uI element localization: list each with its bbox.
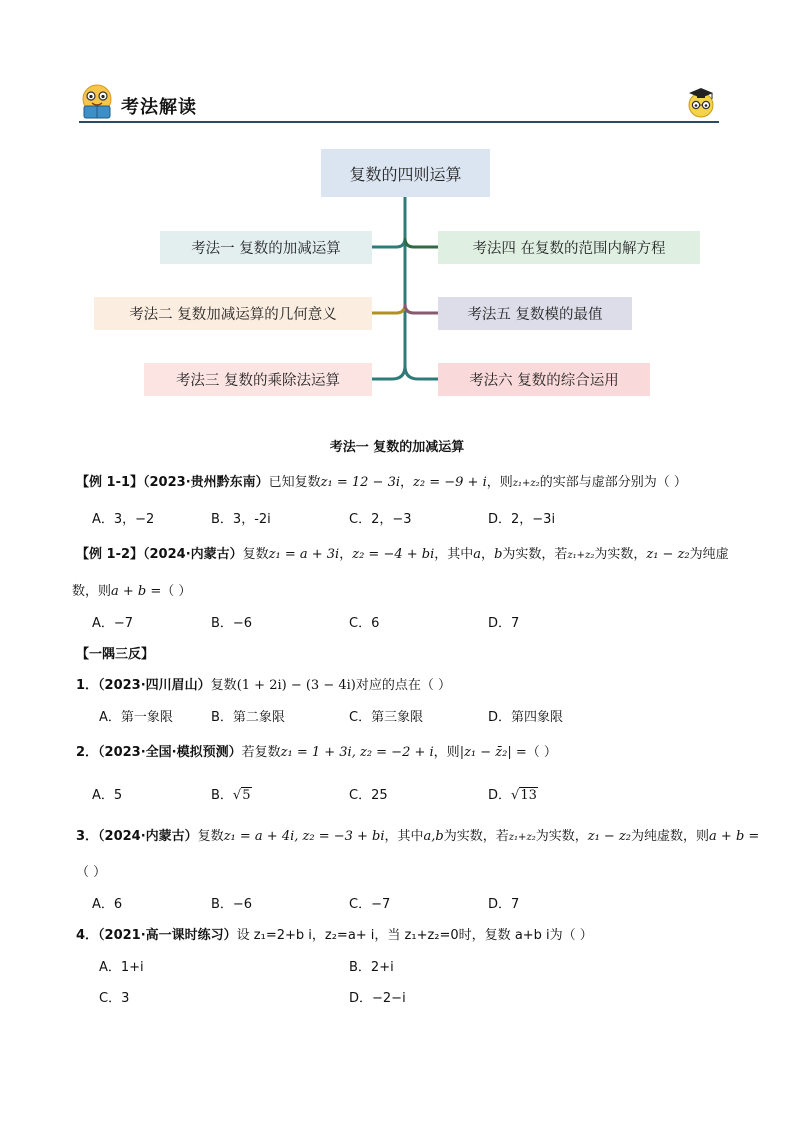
option-d: D．−2−i <box>349 991 406 1006</box>
option-d: D．2，−3i <box>488 512 556 527</box>
example-1-1-stem: 【例 1-1】（2023·贵州黔东南）已知复数z₁ = 12 − 3i，z₂ = −9 + i，则z₁+z₂的实部与虚部分别为（ ） <box>76 475 687 490</box>
mindmap-trunk <box>372 197 405 379</box>
option-b: B．第二象限 <box>211 710 285 725</box>
example-label: 【例 1-2】 <box>76 547 144 562</box>
connector-5 <box>405 304 438 313</box>
option-a: A．第一象限 <box>99 710 173 725</box>
option-c: C．6 <box>349 616 380 631</box>
connector-2 <box>372 304 405 313</box>
option-c: C．3 <box>99 991 130 1006</box>
option-d: D．第四象限 <box>488 710 564 725</box>
option-b: B．−6 <box>211 897 253 912</box>
option-a: A．6 <box>92 897 123 912</box>
option-b: B．2+i <box>349 960 394 975</box>
option-c: C．−7 <box>349 897 391 912</box>
practice-title: 【一隅三反】 <box>76 647 155 662</box>
connector-4 <box>405 238 438 247</box>
option-c: C．25 <box>349 788 388 803</box>
option-c: C．第三象限 <box>349 710 424 725</box>
question-2-stem: 2．（2023·全国·模拟预测）若复数z₁ = 1 + 3i, z₂ = −2 + i，则|z₁ − z̄₂| =（ ） <box>76 745 557 760</box>
mindmap-node-5: 考法五 复数模的最值 <box>438 297 632 330</box>
option-a: A．1+i <box>99 960 144 975</box>
section-title: 考法一 复数的加减运算 <box>329 440 465 455</box>
mindmap-node-2: 考法二 复数加减运算的几何意义 <box>94 297 372 330</box>
connector-1 <box>372 238 405 247</box>
mindmap-node-1: 考法一 复数的加减运算 <box>160 231 372 264</box>
mindmap-node-6: 考法六 复数的综合运用 <box>438 363 650 396</box>
mindmap-connectors <box>0 0 794 420</box>
option-a: A．−7 <box>92 616 134 631</box>
question-1-stem: 1．（2023·四川眉山）复数(1 + 2i) − (3 − 4i)对应的点在（ ） <box>76 678 451 693</box>
question-4-stem: 4．（2021·高一课时练习）设 z₁=2+b i，z₂=a+ i，当 z₁+z₂=0时，复数 a+b i为（ ） <box>76 928 593 943</box>
option-b: B．−6 <box>211 616 253 631</box>
example-1-2-stem: 【例 1-2】（2024·内蒙古）复数z₁ = a + 3i，z₂ = −4 + bi，其中a，b为实数，若z₁+z₂为实数，z₁ − z₂为纯虚 <box>76 547 729 562</box>
option-b: B．√5 <box>211 788 251 803</box>
mindmap-node-4: 考法四 在复数的范围内解方程 <box>438 231 700 264</box>
connector-6 <box>405 366 438 379</box>
option-d: D．7 <box>488 616 520 631</box>
example-1-2-stem-line2: 数，则a + b =（ ） <box>72 584 192 599</box>
option-a: A．3，−2 <box>92 512 155 527</box>
header-title: 考法解读 <box>121 97 197 118</box>
example-label: 【例 1-1】 <box>76 475 144 490</box>
mindmap-node-3: 考法三 复数的乘除法运算 <box>144 363 372 396</box>
option-d: D．7 <box>488 897 520 912</box>
option-d: D．√13 <box>488 788 537 803</box>
question-3-stem: 3．（2024·内蒙古）复数z₁ = a + 4i, z₂ = −3 + bi，其中a,b为实数，若z₁+z₂为实数，z₁ − z₂为纯虚数，则a + b = <box>76 829 760 844</box>
mindmap-root: 复数的四则运算 <box>321 149 490 197</box>
question-3-stem-line2: （ ） <box>76 865 107 880</box>
option-a: A．5 <box>92 788 123 803</box>
option-b: B．3，-2i <box>211 512 271 527</box>
option-c: C．2，−3 <box>349 512 412 527</box>
